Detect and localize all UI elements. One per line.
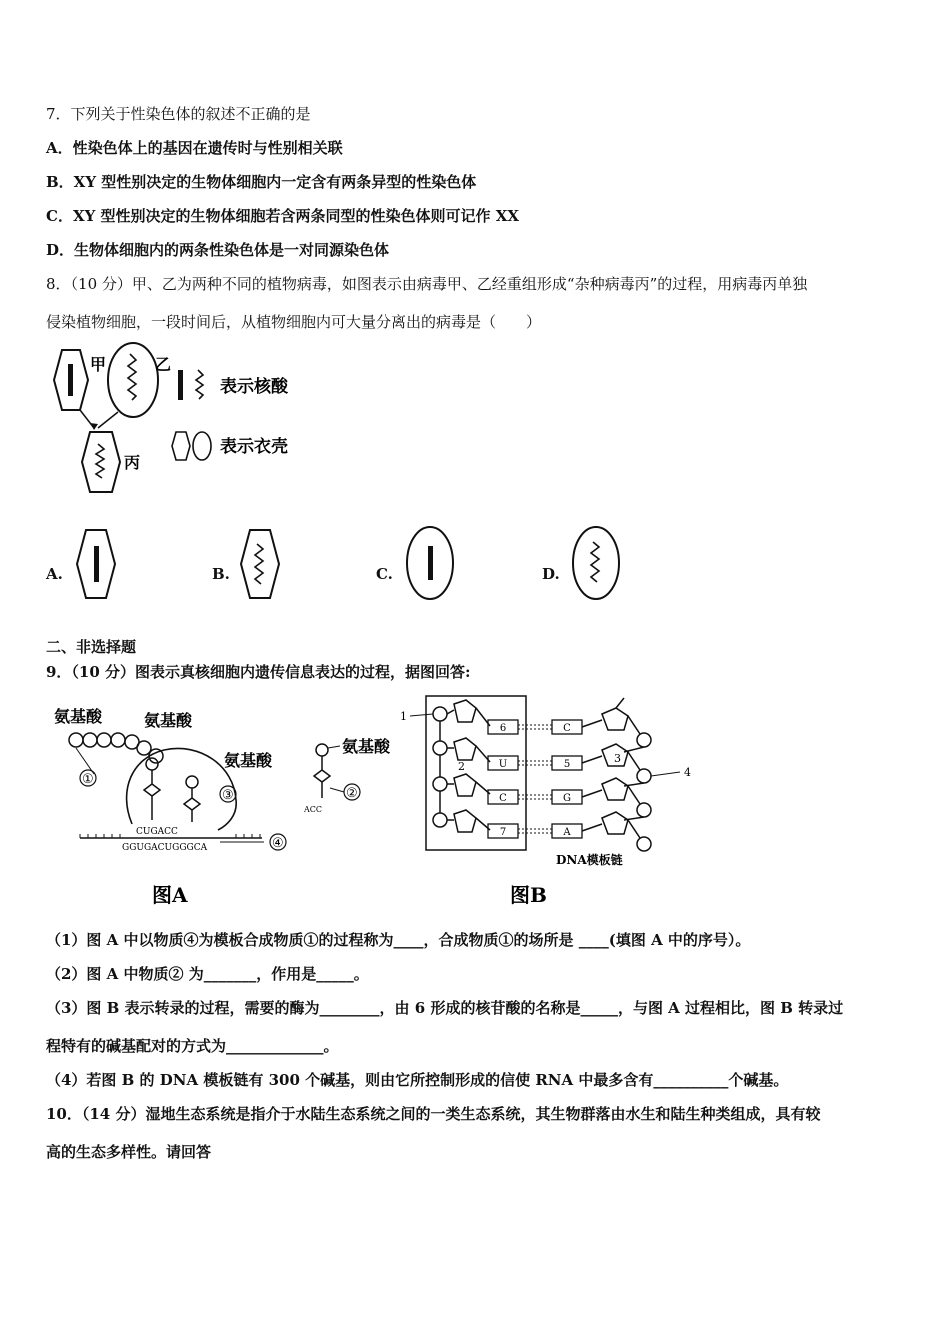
q8-option-d-figure xyxy=(570,524,622,602)
q9-sub2: （2）图 A 中物质② 为_______，作用是_____。 xyxy=(46,965,369,983)
figb-n3: 3 xyxy=(614,752,621,765)
figa-caption: 图A xyxy=(152,883,188,907)
figb-n1: 1 xyxy=(400,710,407,723)
legend-wavy-icon xyxy=(196,370,203,399)
figa-aa4: 氨基酸 xyxy=(342,737,391,756)
label-yi: 乙 xyxy=(155,355,172,374)
figb-left-1: U xyxy=(498,759,508,770)
q8-option-c-label: C. xyxy=(376,565,393,583)
q8-option-c-figure xyxy=(404,524,456,602)
virus-jia-nucleic xyxy=(68,364,73,396)
virus-yi-shell xyxy=(108,343,158,417)
q9-stem: 9．（10 分）图表示真核细胞内遗传信息表达的过程，据图回答: xyxy=(46,663,471,681)
q8-option-b-label: B. xyxy=(212,565,230,583)
figb-right-3: A xyxy=(563,827,571,838)
q10-line1: 10．（14 分）湿地生态系统是指介于水陆生态系统之间的一类生态系统，其生物群落由水生和陆生种类组成，具有较 xyxy=(46,1105,821,1123)
q7-option-d: D．生物体细胞内的两条性染色体是一对同源染色体 xyxy=(46,241,390,259)
q7-option-a: A．性染色体上的基因在遗传时与性别相关联 xyxy=(46,139,343,157)
q8-stem-line1: 8．（10 分）甲、乙为两种不同的植物病毒，如图表示由病毒甲、乙经重组形成“杂种病毒丙”的过程，用病毒丙单独 xyxy=(46,275,808,293)
figa-mrna: GGUGACUGGGCA xyxy=(122,843,208,853)
arrow-head xyxy=(90,423,98,430)
virus-yi-nucleic xyxy=(128,354,136,400)
q7-stem: 7．下列关于性染色体的叙述不正确的是 xyxy=(46,105,311,123)
figb-left-2: C xyxy=(499,793,507,804)
q7-option-b: B．XY 型性别决定的生物体细胞内一定含有两条异型的性染色体 xyxy=(46,173,477,191)
legend-rod-icon xyxy=(178,370,183,400)
legend-oval-icon xyxy=(193,432,211,460)
label-bing: 丙 xyxy=(124,453,141,472)
figb-right-2: G xyxy=(563,793,571,804)
label-jia: 甲 xyxy=(90,355,107,374)
figa-n4: ④ xyxy=(272,836,284,851)
ribosome xyxy=(127,748,237,830)
q9-sub3-line1: （3）图 B 表示转录的过程，需要的酶为________，由 6 形成的核苷酸的名称是_____，与图 A 过程相比，图 B 转录过 xyxy=(46,999,844,1017)
q9-figure-b xyxy=(396,694,696,914)
q9-sub3-line2: 程特有的碱基配对的方式为_____________。 xyxy=(46,1037,339,1055)
q7-option-c: C．XY 型性别决定的生物体细胞若含两条同型的性染色体则可记作 XX xyxy=(46,207,520,225)
q8-virus-diagram xyxy=(40,340,310,500)
right-bases xyxy=(552,720,582,838)
figb-n4: 4 xyxy=(684,766,691,779)
legend-shell-text: 表示衣壳 xyxy=(220,437,288,457)
figb-label: DNA模板链 xyxy=(556,853,623,867)
q9-sub4: （4）若图 B 的 DNA 模板链有 300 个碱基，则由它所控制形成的信使 RNA 中最多含有__________个碱基。 xyxy=(46,1071,789,1089)
trna-in-ribosome xyxy=(144,758,200,822)
figa-acc: ACC xyxy=(304,805,323,814)
virus-bing-shell xyxy=(82,432,120,492)
q8-stem-line2: 侵染植物细胞，一段时间后，从植物细胞内可大量分离出的病毒是（ ） xyxy=(46,313,542,331)
q9-sub1: （1）图 A 中以物质④为模板合成物质①的过程称为____，合成物质①的场所是 ____(填图 A 中的序号）。 xyxy=(46,931,751,949)
q8-option-a-figure xyxy=(74,528,118,600)
q10-line2: 高的生态多样性。请回答 xyxy=(46,1143,212,1161)
figa-aa1: 氨基酸 xyxy=(54,707,103,726)
figb-left-3: 7 xyxy=(499,827,507,838)
free-trna xyxy=(314,744,330,798)
figa-n3: ③ xyxy=(222,788,234,803)
figb-left-0: 6 xyxy=(499,723,507,734)
figb-n2: 2 xyxy=(458,760,465,773)
figb-caption: 图B xyxy=(510,883,547,907)
figa-n2: ② xyxy=(346,786,358,801)
legend-nucleic-text: 表示核酸 xyxy=(220,377,288,397)
figa-anticodon: CUGACC xyxy=(136,827,178,837)
section-title: 二、非选择题 xyxy=(46,638,137,656)
figa-n1: ① xyxy=(82,772,94,787)
figa-aa2: 氨基酸 xyxy=(144,711,193,730)
hydrogen-bonds xyxy=(518,725,552,833)
q8-option-d-label: D. xyxy=(542,565,560,583)
legend-hexagon-icon xyxy=(172,432,190,460)
q8-option-a-label: A. xyxy=(46,565,63,583)
q9-figure-a xyxy=(40,694,400,914)
figb-right-1: 5 xyxy=(563,759,571,770)
left-bases xyxy=(488,720,518,838)
q8-option-b-figure xyxy=(238,528,282,600)
virus-bing-nucleic xyxy=(96,444,104,478)
figa-aa3: 氨基酸 xyxy=(224,751,273,770)
arrow-right xyxy=(98,412,118,428)
right-strand xyxy=(582,698,651,851)
figb-right-0: C xyxy=(563,723,571,734)
